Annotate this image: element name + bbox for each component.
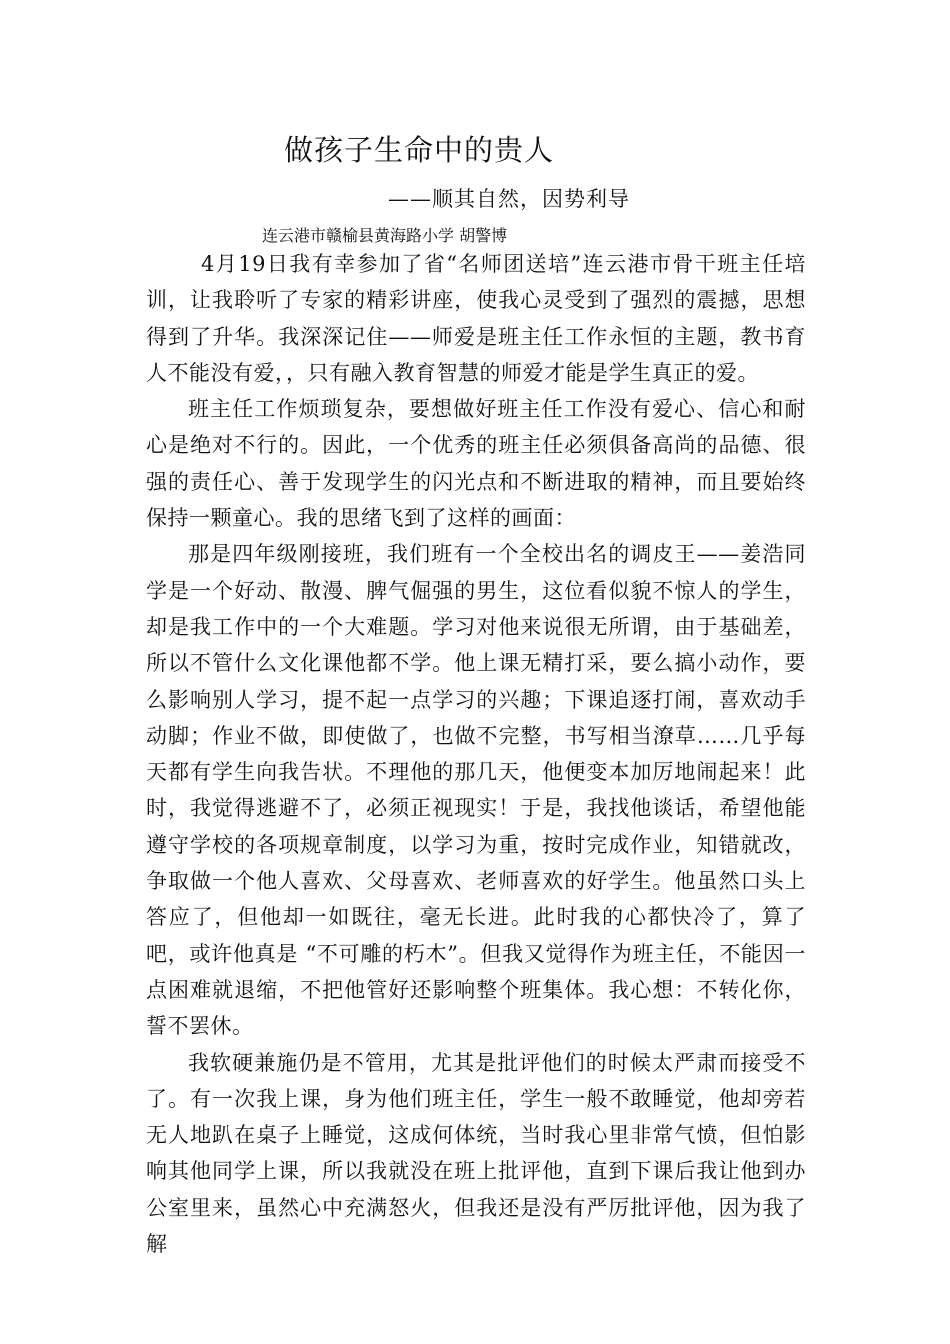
author-line: 连云港市赣榆县黄海路小学 胡警博 xyxy=(262,226,508,245)
paragraph-2: 班主任工作烦琐复杂，要想做好班主任工作没有爱心、信心和耐心是绝对不行的。因此，一个优秀的班主任必须俱备高尚的品德、很强的责任心、善于发现学生的闪光点和不断进取的精神，而且要始终保持一颗童心。我的思绪飞到了这样的画面： xyxy=(146,397,806,531)
paragraph-1: 4月19日我有幸参加了省“名师团送培”连云港市骨干班主任培训，让我聆听了专家的精彩讲座，使我心灵受到了强烈的震撼，思想得到了升华。我深深记住——师爱是班主任工作永恒的主题，教书育人不能没有爱，，只有融入教育智慧的师爱才能是学生真正的爱。 xyxy=(146,252,806,385)
document-title: 做孩子生命中的贵人 xyxy=(284,133,555,167)
paragraph-4: 我软硬兼施仍是不管用，尤其是批评他们的时候太严肃而接受不了。有一次我上课，身为他们班主任，学生一般不敢睡觉，他却旁若无人地趴在桌子上睡觉，这成何体统，当时我心里非常气愤，但怕影响其他同学上课，所以我就没在班上批评他，直到下课后我让他到办公室里来，虽然心中充满怒火，但我还是没有严厉批评他，因为我了解 xyxy=(146,1050,806,1257)
paragraph-3: 那是四年级刚接班，我们班有一个全校出名的调皮王——姜浩同学是一个好动、散漫、脾气倔强的男生，这位看似貌不惊人的学生，却是我工作中的一个大难题。学习对他来说很无所谓，由于基础差，所以不管什么文化课他都不学。他上课无精打采，要么搞小动作，要么影响别人学习，提不起一点学习的兴趣；下课追逐打闹，喜欢动手动脚；作业不做，即使做了，也做不完整，书写相当潦草……几乎每天都有学生向我告状。不理他的那几天，他便变本加厉地闹起来！此时，我觉得逃避不了，必须正视现实！于是，我找他谈话，希望他能遵守学校的各项规章制度，以学习为重，按时完成作业，知错就改，争取做一个他人喜欢、父母喜欢、老师喜欢的好学生。他虽然口头上答应了，但他却一如既往，毫无长进。此时我的心都快冷了，算了吧，或许他真是 “不可雕的朽木”。但我又觉得作为班主任，不能因一点困难就退缩，不把他管好还影响整个班集体。我心想：不转化你，誓不罢休。 xyxy=(146,542,806,1039)
document-body xyxy=(146,246,806,1262)
document-subtitle: ——顺其自然，因势利导 xyxy=(388,187,630,211)
